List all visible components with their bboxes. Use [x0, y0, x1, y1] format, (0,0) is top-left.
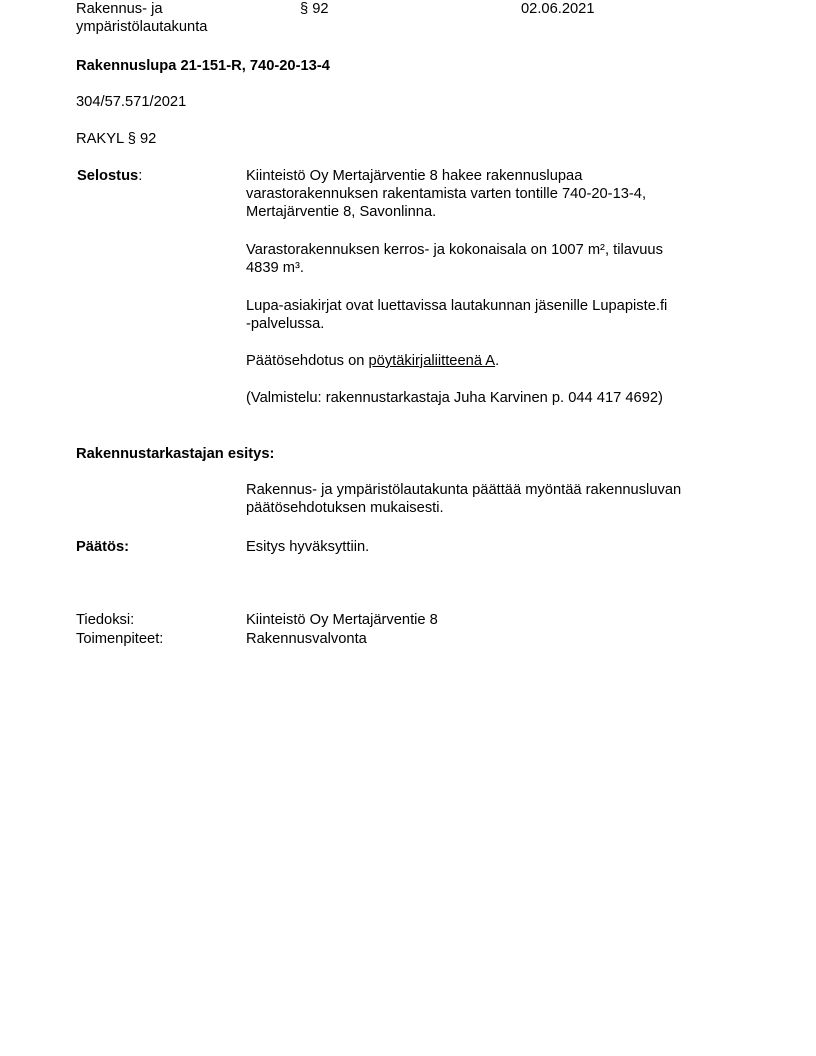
- preparer-note: (Valmistelu: rakennustarkastaja Juha Karvinen p. 044 417 4692): [246, 390, 663, 406]
- attachment-link[interactable]: pöytäkirjaliitteenä A: [368, 353, 496, 369]
- selostus-paragraph-1: [246, 167, 646, 221]
- selostus-p1-line: Mertajärventie 8, Savonlinna.: [246, 204, 437, 220]
- selostus-p3-line: Lupa-asiakirjat ovat luettavissa lautakunnan jäsenille Lupapiste.fi: [246, 298, 668, 314]
- selostus-colon: :: [138, 168, 143, 184]
- selostus-p1-line: varastorakennuksen rakentamista varten tontille 740-20-13-4,: [246, 186, 647, 202]
- page-title: Rakennuslupa 21-151-R, 740-20-13-4: [76, 58, 330, 74]
- selostus-p3-line: -palvelussa.: [246, 316, 325, 332]
- tiedoksi-label: Tiedoksi:: [76, 612, 135, 628]
- tiedoksi-value: Kiinteistö Oy Mertajärventie 8: [246, 612, 438, 628]
- paatos-label: Päätös:: [76, 539, 130, 555]
- toimenpiteet-label: Toimenpiteet:: [76, 631, 164, 647]
- rakyl-reference: RAKYL § 92: [76, 131, 157, 147]
- proposal-suffix: .: [495, 353, 500, 369]
- selostus-paragraph-3: [246, 297, 667, 333]
- selostus-paragraph-2: [246, 241, 663, 277]
- selostus-p2-line: 4839 m³.: [246, 260, 304, 276]
- proposal-prefix: Päätösehdotus on: [246, 353, 369, 369]
- paatos-text: Esitys hyväksyttiin.: [246, 539, 370, 555]
- header-date: 02.06.2021: [521, 1, 595, 17]
- header-body-line2: ympäristölautakunta: [76, 19, 208, 35]
- toimenpiteet-value: Rakennusvalvonta: [246, 631, 367, 647]
- selostus-heading: [77, 167, 142, 185]
- selostus-label: Selostus: [77, 168, 139, 184]
- esitys-line: päätösehdotuksen mukaisesti.: [246, 500, 444, 516]
- header-section: § 92: [300, 1, 329, 17]
- selostus-p1-line: Kiinteistö Oy Mertajärventie 8 hakee rakennuslupaa: [246, 168, 583, 184]
- esitys-text: [246, 481, 681, 517]
- esitys-label: Rakennustarkastajan esitys:: [76, 446, 275, 462]
- record-number: 304/57.571/2021: [76, 94, 187, 110]
- esitys-line: Rakennus- ja ympäristölautakunta päättää myöntää rakennusluvan: [246, 482, 682, 498]
- header-body-line1: Rakennus- ja: [76, 1, 163, 17]
- selostus-paragraph-4: [246, 352, 499, 370]
- selostus-p2-line: Varastorakennuksen kerros- ja kokonaisala on 1007 m², tilavuus: [246, 242, 663, 258]
